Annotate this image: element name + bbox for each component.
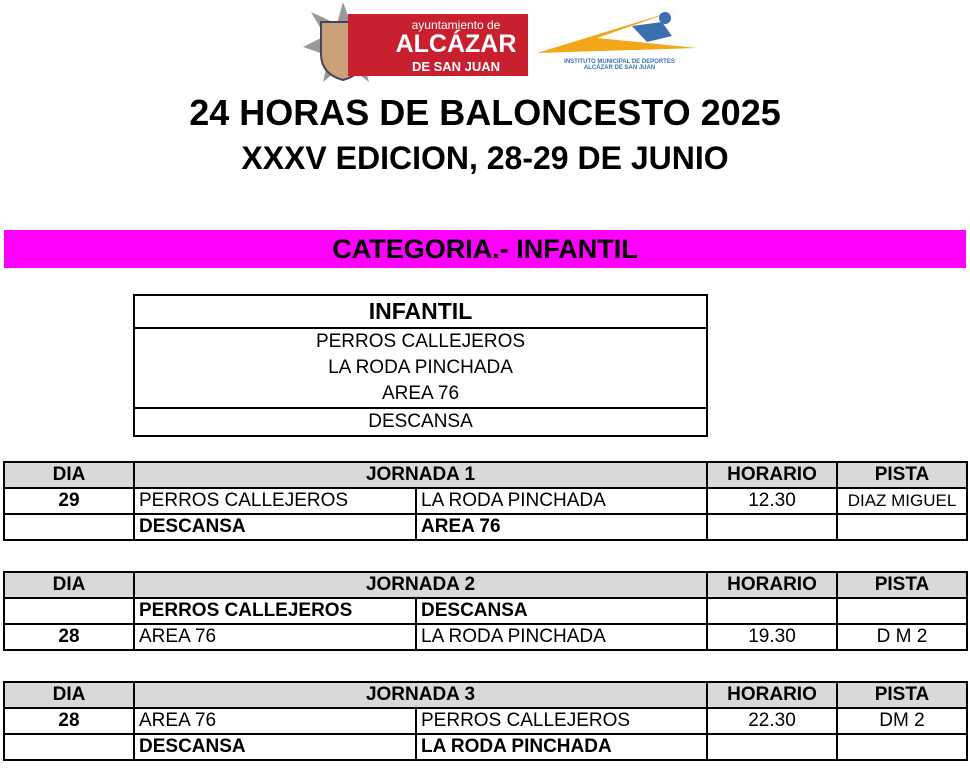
table-row xyxy=(4,598,967,624)
imd-line1: INSTITUTO MUNICIPAL DE DEPORTES xyxy=(564,59,675,65)
cell-dia xyxy=(4,598,134,624)
jornada-table xyxy=(3,681,968,761)
cell-pista xyxy=(837,598,967,624)
cell-horario xyxy=(707,598,837,624)
cell-horario: 22.30 xyxy=(707,708,837,734)
table-row xyxy=(4,514,967,540)
header-jornada: JORNADA 1 xyxy=(134,462,707,488)
header-horario: HORARIO xyxy=(707,462,837,488)
teams-box xyxy=(133,294,708,437)
table-header xyxy=(4,572,967,598)
header-dia: DIA xyxy=(4,682,134,708)
cell-team-a: PERROS CALLEJEROS xyxy=(134,488,416,514)
team-item: PERROS CALLEJEROS xyxy=(315,331,526,352)
header-pista: PISTA xyxy=(837,572,967,598)
table-header xyxy=(4,682,967,708)
category-banner: CATEGORIA.- INFANTIL xyxy=(4,230,966,268)
cell-team-a: DESCANSA xyxy=(134,734,416,760)
cell-team-b: DESCANSA xyxy=(416,598,707,624)
cell-dia: 28 xyxy=(4,708,134,734)
table-header xyxy=(4,462,967,488)
jornada-table xyxy=(3,571,968,651)
cell-pista xyxy=(837,514,967,540)
team-rest: DESCANSA xyxy=(135,407,706,435)
logo-line2: ALCÁZAR xyxy=(395,30,517,58)
jornada-table xyxy=(3,461,968,541)
cell-pista: DIAZ MIGUEL xyxy=(837,488,967,514)
cell-team-a: PERROS CALLEJEROS xyxy=(134,598,416,624)
cell-team-a: AREA 76 xyxy=(134,624,416,650)
team-item: AREA 76 xyxy=(381,383,460,404)
cell-dia: 29 xyxy=(4,488,134,514)
header-horario: HORARIO xyxy=(707,572,837,598)
table-row xyxy=(4,734,967,760)
cell-dia xyxy=(4,514,134,540)
cell-pista: D M 2 xyxy=(837,624,967,650)
imd-line2: ALCÁZAR DE SAN JUAN xyxy=(583,65,656,71)
cell-horario xyxy=(707,734,837,760)
cell-team-a: DESCANSA xyxy=(134,514,416,540)
table-row xyxy=(4,624,967,650)
header-jornada: JORNADA 2 xyxy=(134,572,707,598)
imd-logo xyxy=(537,8,702,76)
cell-dia xyxy=(4,734,134,760)
cell-team-b: LA RODA PINCHADA xyxy=(416,624,707,650)
cell-horario xyxy=(707,514,837,540)
cell-team-b: AREA 76 xyxy=(416,514,707,540)
header-pista: PISTA xyxy=(837,682,967,708)
cell-pista xyxy=(837,734,967,760)
team-item: LA RODA PINCHADA xyxy=(328,357,513,378)
cell-team-b: LA RODA PINCHADA xyxy=(416,488,707,514)
header-horario: HORARIO xyxy=(707,682,837,708)
table-row xyxy=(4,708,967,734)
teams-box-title: INFANTIL xyxy=(135,296,706,329)
cell-horario: 19.30 xyxy=(707,624,837,650)
cell-team-b: PERROS CALLEJEROS xyxy=(416,708,707,734)
cell-horario: 12.30 xyxy=(707,488,837,514)
header-jornada: JORNADA 3 xyxy=(134,682,707,708)
ayuntamiento-logo xyxy=(303,2,528,84)
header-pista: PISTA xyxy=(837,462,967,488)
cell-dia: 28 xyxy=(4,624,134,650)
cell-team-a: AREA 76 xyxy=(134,708,416,734)
header-dia: DIA xyxy=(4,572,134,598)
header-dia: DIA xyxy=(4,462,134,488)
page-title: 24 HORAS DE BALONCESTO 2025 xyxy=(189,92,781,133)
logo-line3: DE SAN JUAN xyxy=(411,59,501,74)
cell-team-b: LA RODA PINCHADA xyxy=(416,734,707,760)
logo-line1: ayuntamiento de xyxy=(411,18,501,32)
cell-pista: DM 2 xyxy=(837,708,967,734)
page-subtitle: XXXV EDICION, 28-29 DE JUNIO xyxy=(241,140,729,176)
table-row xyxy=(4,488,967,514)
